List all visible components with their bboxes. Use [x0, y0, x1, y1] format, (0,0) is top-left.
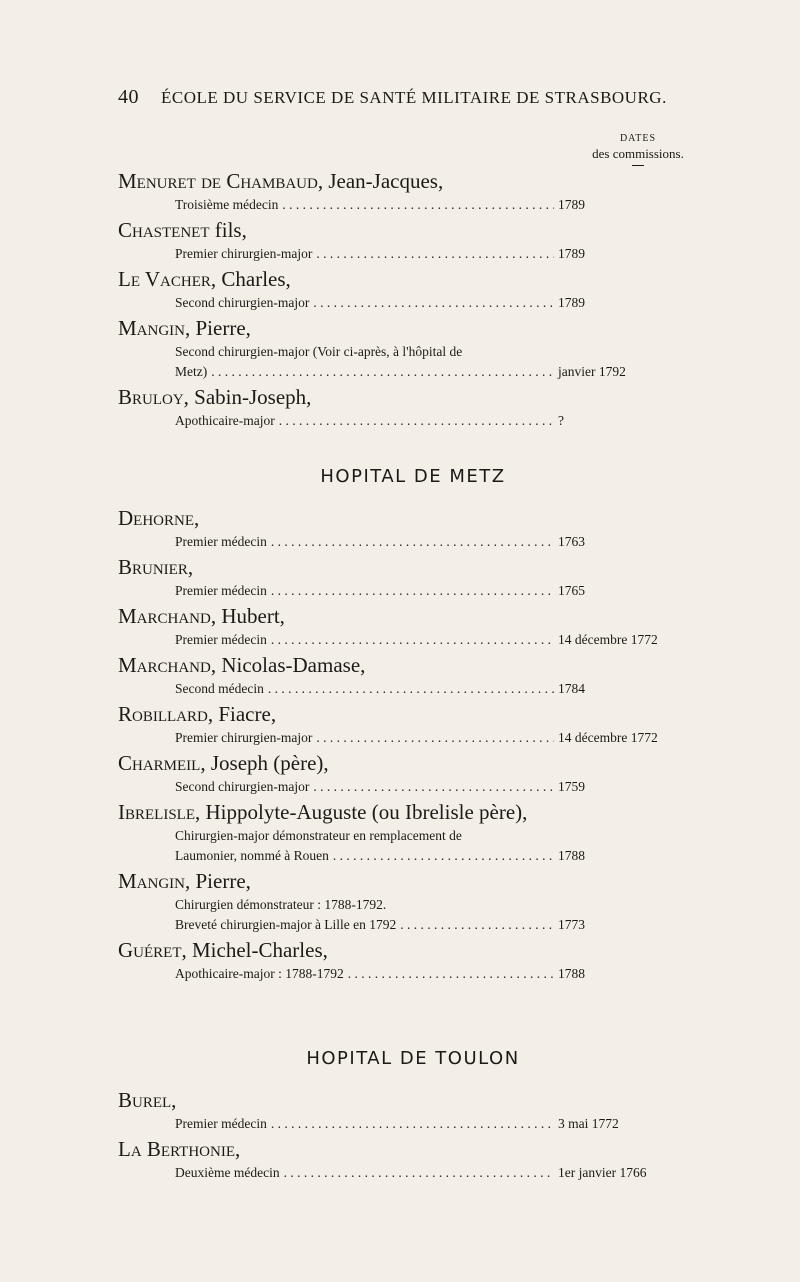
- role-line: Premier médecin . . . 1765: [118, 581, 708, 601]
- entry-marchand-nicolas: [118, 652, 708, 699]
- commission-date: 1763: [558, 534, 585, 549]
- section-title: HOPITAL DE METZ: [320, 466, 506, 487]
- commission-date: 1788: [558, 848, 585, 863]
- commission-date: 1789: [558, 295, 585, 310]
- entry-la-berthonie: [118, 1136, 708, 1183]
- person-name: Mangin, Pierre,: [118, 316, 251, 340]
- toulon-section: [118, 1048, 708, 1185]
- person-name: Marchand, Nicolas-Damase,: [118, 653, 366, 677]
- role-line: Apothicaire-major . . . ?: [118, 411, 708, 431]
- person-name: Bruloy, Sabin-Joseph,: [118, 385, 312, 409]
- running-head: [118, 86, 708, 109]
- entry-brunier: [118, 554, 708, 601]
- role-line: Laumonier, nommé à Rouen . . . 1788: [118, 846, 708, 866]
- person-name: La Berthonie,: [118, 1137, 241, 1161]
- role-line: Breveté chirurgien-major à Lille en 1792 . . . 1773: [118, 915, 708, 935]
- running-title: ÉCOLE DU SERVICE DE SANTÉ MILITAIRE DE STRASBOURG.: [161, 88, 667, 107]
- entry-burel: [118, 1087, 708, 1134]
- role-line: Second chirurgien-major (Voir ci-après, à l'hôpital de: [175, 344, 463, 359]
- entry-menuret: [118, 168, 708, 215]
- commissions-label: des commissions.: [592, 146, 684, 161]
- commission-date: 1759: [558, 779, 585, 794]
- person-name: Mangin, Pierre,: [118, 869, 251, 893]
- commission-date: 1789: [558, 246, 585, 261]
- role-line: Premier médecin . . . 14 décembre 1772: [118, 630, 708, 650]
- commission-date: 1789: [558, 197, 585, 212]
- commission-date: 1765: [558, 583, 585, 598]
- heading-rule: [632, 165, 644, 166]
- person-name: Dehorne,: [118, 506, 200, 530]
- entry-bruloy: [118, 384, 708, 431]
- commission-date: 14 décembre 1772: [558, 632, 658, 647]
- role-line: Premier chirurgien-major . . . 14 décembre 1772: [118, 728, 708, 748]
- dates-label: DATES: [619, 133, 657, 144]
- entry-marchand-hubert: [118, 603, 708, 650]
- role-line: Second médecin . . . 1784: [118, 679, 708, 699]
- role-line: Premier médecin . . . 3 mai 1772: [118, 1114, 708, 1134]
- commission-date: 1773: [558, 917, 585, 932]
- person-name: Ibrelisle, Hippolyte-Auguste (ou Ibrelisle père),: [118, 800, 528, 824]
- metz-section: [118, 466, 708, 986]
- role-line: Chirurgien-major démonstrateur en remplacement de: [175, 828, 462, 843]
- entry-mangin-metz: [118, 868, 708, 935]
- entry-mangin: [118, 315, 708, 382]
- strasbourg-section: [118, 168, 708, 433]
- entry-le-vacher: [118, 266, 708, 313]
- commission-date: 1788: [558, 966, 585, 981]
- person-name: Menuret de Chambaud, Jean-Jacques,: [118, 169, 444, 193]
- role-line: Metz) . . . janvier 1792: [118, 362, 708, 382]
- commission-date: janvier 1792: [558, 364, 626, 379]
- person-name: Robillard, Fiacre,: [118, 702, 277, 726]
- entry-ibrelisle: [118, 799, 708, 866]
- commission-date: 1er janvier 1766: [558, 1165, 647, 1180]
- person-name: Chastenet fils,: [118, 218, 247, 242]
- commission-date: 14 décembre 1772: [558, 730, 658, 745]
- role-line: Apothicaire-major : 1788-1792 . . . 1788: [118, 964, 708, 984]
- role-line: Deuxième médecin . . . 1er janvier 1766: [118, 1163, 708, 1183]
- commission-date: 3 mai 1772: [558, 1116, 619, 1131]
- section-title: HOPITAL DE TOULON: [306, 1048, 520, 1069]
- role-line: Premier médecin . . . 1763: [118, 532, 708, 552]
- entry-chastenet: [118, 217, 708, 264]
- entry-charmeil: [118, 750, 708, 797]
- entry-robillard: [118, 701, 708, 748]
- person-name: Guéret, Michel-Charles,: [118, 938, 328, 962]
- person-name: Le Vacher, Charles,: [118, 267, 291, 291]
- role-line: Troisième médecin . . . 1789: [118, 195, 708, 215]
- page-number: 40: [118, 86, 139, 108]
- entry-dehorne: [118, 505, 708, 552]
- role-line: Second chirurgien-major . . . 1759: [118, 777, 708, 797]
- commission-date: ?: [558, 413, 564, 428]
- person-name: Marchand, Hubert,: [118, 604, 285, 628]
- role-line: Premier chirurgien-major . . . 1789: [118, 244, 708, 264]
- role-line: Second chirurgien-major . . . 1789: [118, 293, 708, 313]
- commission-date: 1784: [558, 681, 585, 696]
- role-line: Chirurgien démonstrateur : 1788-1792.: [175, 897, 387, 912]
- person-name: Charmeil, Joseph (père),: [118, 751, 329, 775]
- person-name: Brunier,: [118, 555, 194, 579]
- dates-column-heading: [568, 131, 708, 166]
- entry-gueret: [118, 937, 708, 984]
- person-name: Burel,: [118, 1088, 177, 1112]
